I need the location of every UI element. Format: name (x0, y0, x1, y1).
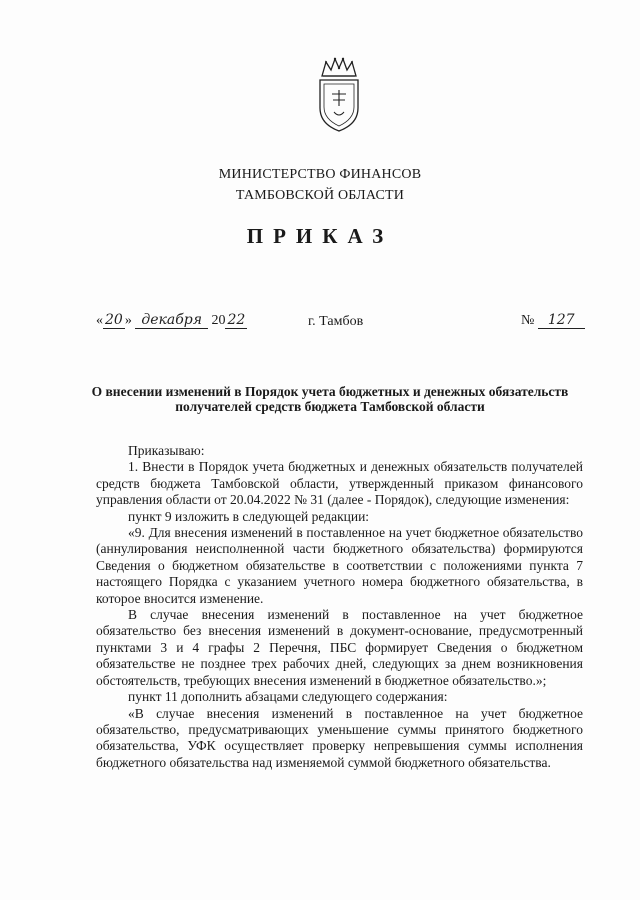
number-value: 127 (538, 312, 585, 329)
number-label: № (521, 313, 535, 328)
document-body (96, 443, 583, 771)
date-month: декабря (135, 312, 208, 329)
paragraph-order-intro: Приказываю: (128, 443, 205, 458)
paragraph-item-1: 1. Внести в Порядок учета бюджетных и денежных обязательств получателей средств бюджета Тамбовской области, утвержденный приказом финансового управления области от 20.04.2022 № 31 (далее - Порядок), следующие изменения: (96, 459, 583, 508)
coat-of-arms-icon (316, 56, 362, 134)
date-day: 20 (105, 312, 123, 328)
date-year-prefix: 20 (211, 313, 226, 328)
ministry-name-line1: МИНИСТЕРСТВО ФИНАНСОВ (218, 167, 422, 182)
date-year-suffix: 22 (227, 312, 246, 328)
document-number (521, 312, 585, 329)
paragraph-point-9-case: В случае внесения изменений в поставленное на учет бюджетное обязательство без внесения изменений в документ-основание, предусмотренный пунктами 3 и 4 графы 2 Перечня, ПБС формирует Сведения о бюджетном обязательстве не позднее трех рабочих дней, следующих за днем возникновения обстоятельств, требующих внесения изменений в бюджетное обязательство.»; (96, 607, 583, 688)
document-title: ПРИКАЗ (246, 224, 394, 248)
paragraph-point-9-intro: пункт 9 изложить в следующей редакции: (128, 508, 370, 524)
paragraph-point-11-text: «В случае внесения изменений в поставленное на учет бюджетное обязательство, предусматривающих уменьшение суммы принятого бюджетного обязательства, УФК осуществляет проверку непревышения суммы исполнения бюджетного обязательства над изменяемой суммой бюджетного обязательства. (96, 705, 583, 770)
ministry-name-line2: ТАМБОВСКОЙ ОБЛАСТИ (235, 188, 405, 203)
document-date: « 20 » декабря 20 22 (96, 312, 246, 328)
paragraph-point-11-intro: пункт 11 дополнить абзацами следующего содержания: (128, 689, 448, 705)
document-subject: О внесении изменений в Порядок учета бюджетных и денежных обязательств получателей средств бюджета Тамбовской области (91, 384, 569, 414)
document-city: г. Тамбов (308, 314, 364, 329)
paragraph-point-9-text: «9. Для внесения изменений в поставленное на учет бюджетное обязательство (аннулирования неисполненной части бюджетного обязательства) формируются Сведения о бюджетном обязательстве в соответствии с положениями пункта 7 настоящего Порядка с указанием учетного номера бюджетного обязательства, в которое вносится изменение. (96, 525, 583, 606)
